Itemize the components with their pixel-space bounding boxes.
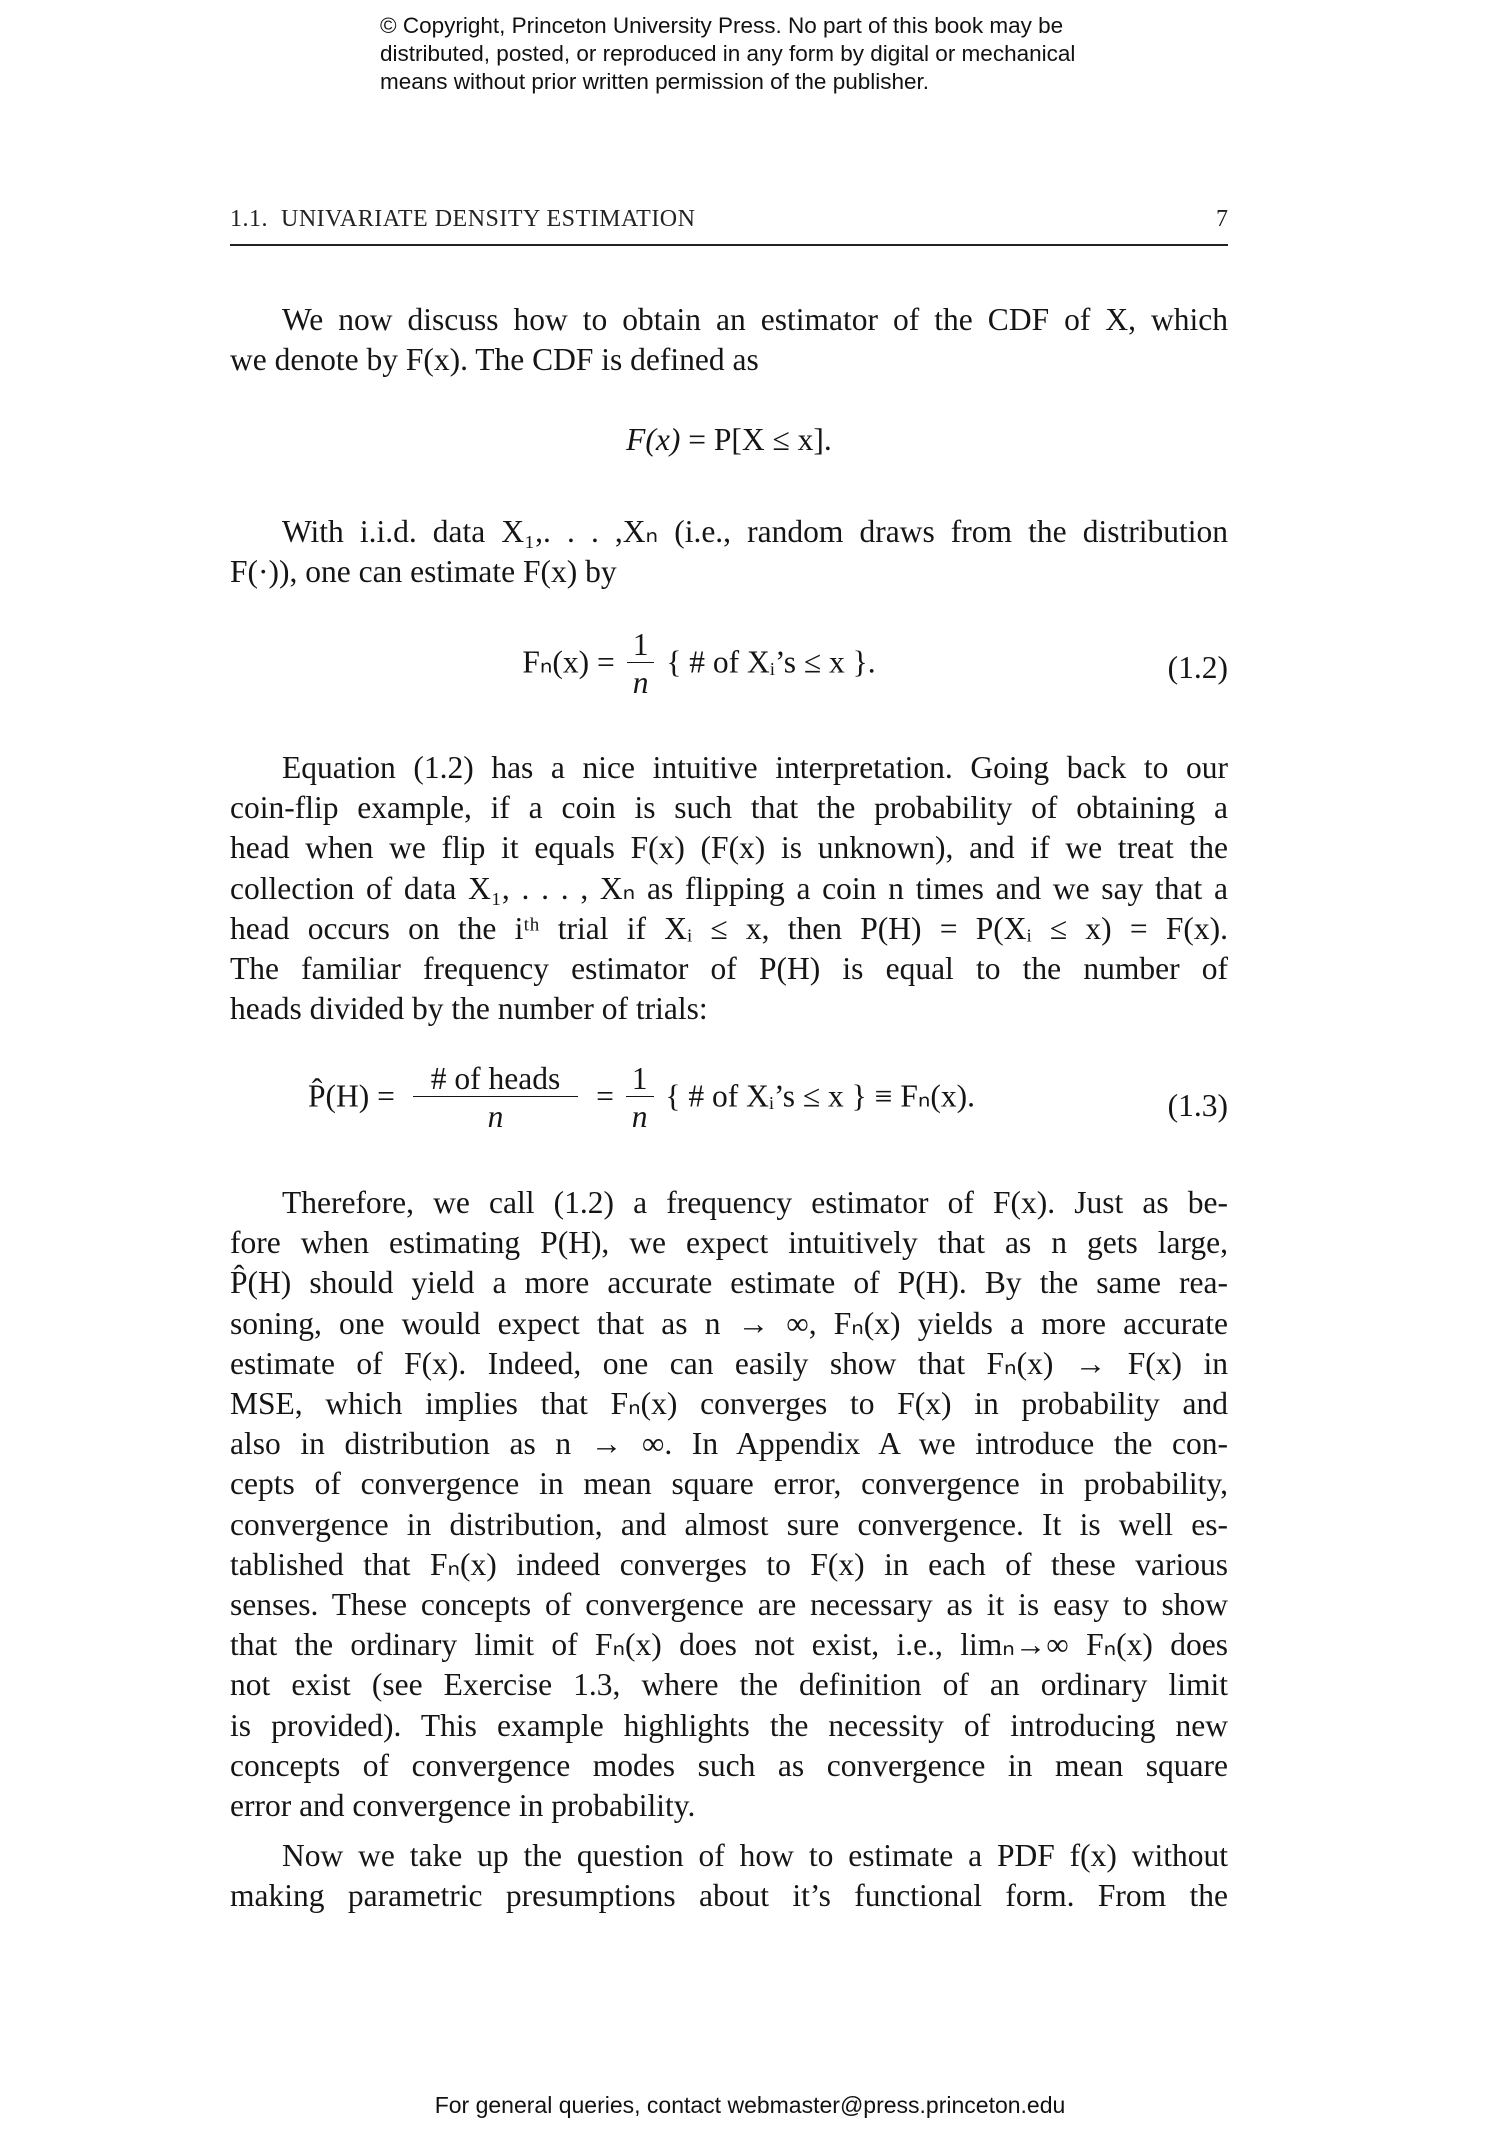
- copyright-line: means without prior written permission of the publisher.: [380, 69, 930, 94]
- equation-lhs: P̂(H) =: [308, 1078, 395, 1114]
- footer-contact: For general queries, contact webmaster@press.princeton.edu: [434, 2092, 1066, 2118]
- text-line: tablished that Fₙ(x) indeed converges to F(x) in each of these various: [230, 1546, 1228, 1582]
- fraction-numerator: 1: [631, 1061, 648, 1096]
- equation-lhs: Fₙ(x) =: [522, 644, 615, 680]
- text-line: F(·)), one can estimate F(x) by: [230, 554, 617, 590]
- fraction-denominator: n: [631, 1099, 648, 1134]
- text-line: not exist (see Exercise 1.3, where the definition of an ordinary limit: [230, 1667, 1228, 1703]
- copyright-notice: [380, 12, 1140, 96]
- equation-number: (1.2): [1167, 650, 1228, 685]
- fraction: [627, 628, 655, 703]
- text-line: Now we take up the question of how to estimate a PDF f(x) without: [282, 1838, 1228, 1873]
- fraction-heads: [413, 1062, 578, 1137]
- text-line: We now discuss how to obtain an estimator of the CDF of X, which: [282, 302, 1228, 337]
- paragraph-1: [230, 300, 1228, 380]
- equation-rhs: { # of Xᵢ’s ≤ x }.: [666, 644, 876, 680]
- equation-rhs: = P[X ≤ x].: [688, 422, 832, 457]
- equation-1-3: [230, 1062, 1228, 1152]
- section-title: 1.1. UNIVARIATE DENSITY ESTIMATION: [230, 206, 696, 232]
- text-line: making parametric presumptions about it’s functional form. From the: [230, 1878, 1228, 1914]
- fraction-numerator: # of heads: [430, 1061, 561, 1096]
- text-line: head occurs on the iᵗʰ trial if Xᵢ ≤ x, then P(H) = P(Xᵢ ≤ x) = F(x).: [230, 910, 1228, 946]
- copyright-line: distributed, posted, or reproduced in any form by digital or mechanical: [380, 41, 1076, 66]
- text-line: fore when estimating P(H), we expect intuitively that as n gets large,: [230, 1225, 1228, 1261]
- equation-number: (1.3): [1167, 1088, 1228, 1123]
- text-line: coin-flip example, if a coin is such that the probability of obtaining a: [230, 790, 1228, 826]
- paragraph-2: [230, 512, 1228, 592]
- equation-equals: =: [596, 1078, 614, 1114]
- page-number: 7: [1216, 206, 1228, 232]
- text-line: heads divided by the number of trials:: [230, 991, 708, 1027]
- text-line: error and convergence in probability.: [230, 1788, 696, 1824]
- copyright-line: © Copyright, Princeton University Press. No part of this book may be: [380, 13, 1064, 38]
- equation-lhs: F(x): [626, 422, 681, 457]
- fraction-denominator: n: [487, 1099, 504, 1134]
- fraction-one-over-n: [626, 1062, 654, 1137]
- paragraph-3: [230, 748, 1228, 1029]
- text-line: head when we flip it equals F(x) (F(x) is unknown), and if we treat the: [230, 830, 1228, 866]
- text-line: soning, one would expect that as n → ∞, Fₙ(x) yields a more accurate: [230, 1305, 1228, 1341]
- equation-cdf-definition: [230, 422, 1228, 462]
- text-line: that the ordinary limit of Fₙ(x) does not exist, i.e., limₙ→∞ Fₙ(x) does: [230, 1627, 1228, 1663]
- text-line: cepts of convergence in mean square error, convergence in probability,: [230, 1466, 1228, 1502]
- text-line: concepts of convergence modes such as convergence in mean square: [230, 1747, 1228, 1783]
- text-line: Equation (1.2) has a nice intuitive interpretation. Going back to our: [282, 750, 1228, 785]
- text-line: is provided). This example highlights the necessity of introducing new: [230, 1707, 1228, 1743]
- text-line: P̂(H) should yield a more accurate estimate of P(H). By the same rea-: [230, 1265, 1228, 1301]
- text-line: collection of data X₁, . . . , Xₙ as flipping a coin n times and we say that a: [230, 870, 1228, 906]
- text-line: With i.i.d. data X₁,. . . ,Xₙ (i.e., random draws from the distribution: [282, 514, 1228, 549]
- fraction-denominator: n: [632, 665, 649, 700]
- text-line: also in distribution as n → ∞. In Appendix A we introduce the con-: [230, 1426, 1228, 1462]
- paragraph-4: [230, 1183, 1228, 1826]
- equation-1-2: [230, 628, 1228, 708]
- text-line: senses. These concepts of convergence are necessary as it is easy to show: [230, 1587, 1228, 1623]
- text-line: MSE, which implies that Fₙ(x) converges to F(x) in probability and: [230, 1386, 1228, 1422]
- paragraph-5: [230, 1836, 1228, 1916]
- text-line: estimate of F(x). Indeed, one can easily show that Fₙ(x) → F(x) in: [230, 1345, 1228, 1381]
- fraction-numerator: 1: [632, 627, 649, 662]
- text-line: convergence in distribution, and almost sure convergence. It is well es-: [230, 1506, 1228, 1542]
- text-line: The familiar frequency estimator of P(H) is equal to the number of: [230, 951, 1228, 987]
- equation-rhs: { # of Xᵢ’s ≤ x } ≡ Fₙ(x).: [665, 1078, 975, 1114]
- running-head: [230, 206, 1228, 246]
- text-line: Therefore, we call (1.2) a frequency estimator of F(x). Just as be-: [282, 1185, 1228, 1220]
- text-line: we denote by F(x). The CDF is defined as: [230, 342, 759, 378]
